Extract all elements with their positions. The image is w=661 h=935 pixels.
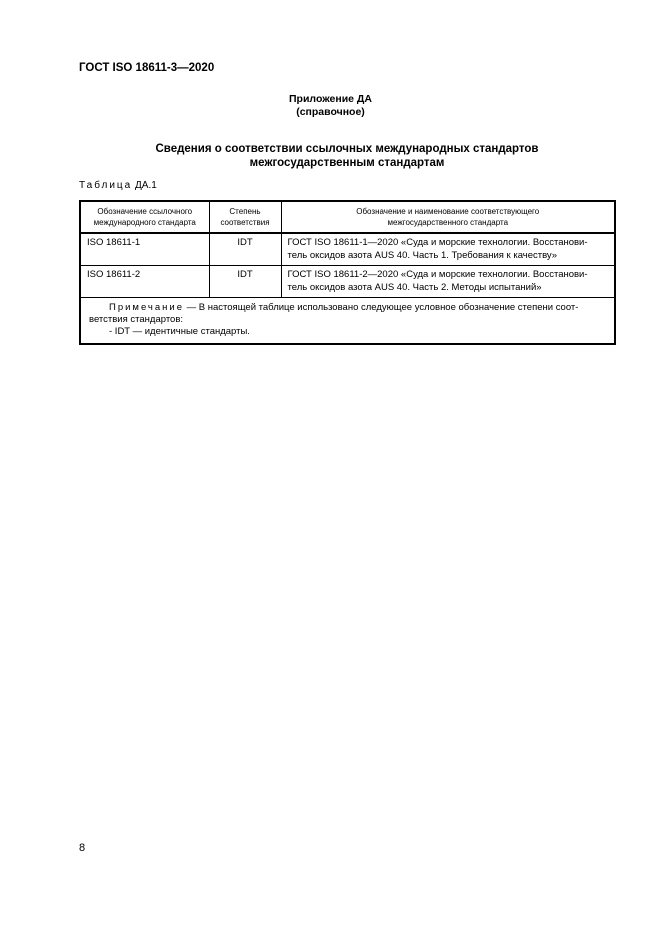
document-code-header: ГОСТ ISO 18611-3—2020	[79, 62, 215, 74]
cell-degree: IDT	[209, 233, 281, 266]
cell-interstate-standard	[281, 233, 615, 266]
note-text-2: ветствия стандартов:	[89, 314, 184, 325]
header-degree	[209, 201, 281, 233]
cell-text-line-2: тель оксидов азота AUS 40. Часть 1. Требования к качеству»	[287, 249, 558, 261]
cell-text-line-1: ГОСТ ISO 18611-2—2020 «Суда и морские технологии. Восстанови-	[287, 269, 588, 280]
table-note	[80, 298, 615, 345]
standards-table	[79, 200, 616, 345]
header-ref-line-2: международного стандарта	[93, 218, 196, 227]
note-text-1: — В настоящей таблице использовано следующее условное обозначение степени соот-	[184, 302, 579, 313]
page-number: 8	[79, 842, 86, 854]
table-caption	[79, 180, 157, 191]
cell-degree: IDT	[209, 266, 281, 298]
cell-interstate-standard	[281, 266, 615, 298]
table-row	[80, 233, 615, 266]
table-caption-word: Таблица	[79, 180, 133, 191]
note-item: - IDT — идентичные стандарты.	[109, 326, 250, 337]
header-degree-line-1: Степень	[229, 207, 261, 216]
header-interstate-line-1: Обозначение и наименование соответствующего	[356, 207, 540, 216]
cell-text-line-2: тель оксидов азота AUS 40. Часть 2. Методы испытаний»	[287, 281, 542, 293]
header-degree-line-2: соответствия	[220, 218, 270, 227]
header-ref-standard	[80, 201, 209, 233]
annex-type: (справочное)	[296, 106, 365, 118]
section-title-line-1: Сведения о соответствии ссылочных международных стандартов	[155, 143, 539, 155]
header-ref-line-1: Обозначение ссылочного	[97, 207, 193, 216]
table-caption-number: ДА.1	[135, 180, 157, 191]
table-header-row	[80, 201, 615, 233]
cell-ref-standard: ISO 18611-2	[80, 266, 209, 298]
note-label: Примечание	[109, 302, 184, 313]
section-title	[80, 142, 614, 170]
table-row	[80, 266, 615, 298]
annex-title: Приложение ДА	[289, 93, 372, 105]
cell-ref-standard: ISO 18611-1	[80, 233, 209, 266]
cell-text-line-1: ГОСТ ISO 18611-1—2020 «Суда и морские технологии. Восстанови-	[287, 237, 588, 248]
note-line-1	[89, 302, 606, 314]
header-interstate-line-2: межгосударственного стандарта	[387, 218, 509, 227]
header-interstate-standard	[281, 201, 615, 233]
table-note-row	[80, 298, 615, 345]
section-title-line-2: межгосударственным стандартам	[249, 157, 445, 169]
